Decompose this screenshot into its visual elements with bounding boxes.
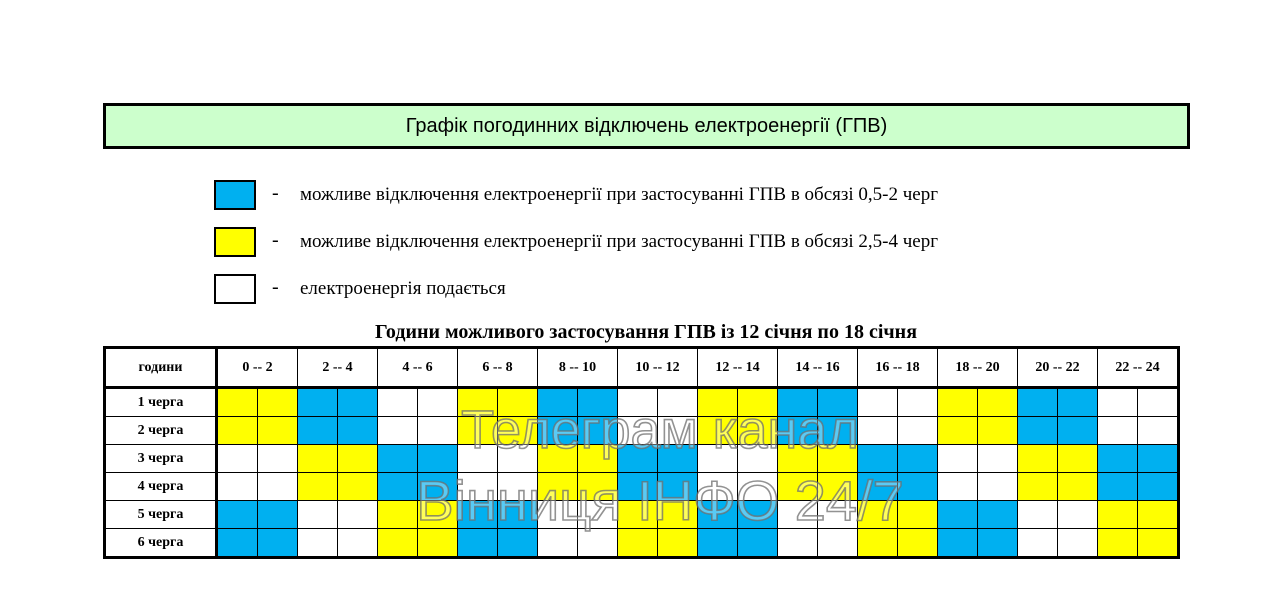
hour-cell <box>938 529 978 558</box>
hour-header: 20 -- 22 <box>1018 348 1098 388</box>
hour-cell <box>498 445 538 473</box>
hour-cell <box>938 417 978 445</box>
table-body <box>105 388 1179 558</box>
hour-cell <box>778 473 818 501</box>
hour-header: 12 -- 14 <box>698 348 778 388</box>
legend-dash: - <box>272 276 279 298</box>
hours-corner-label: години <box>105 348 217 388</box>
hour-cell <box>498 388 538 417</box>
hour-cell <box>698 529 738 558</box>
hour-cell <box>618 501 658 529</box>
hour-cell <box>738 388 778 417</box>
hour-cell <box>258 445 298 473</box>
hour-cell <box>698 445 738 473</box>
hour-cell <box>1018 529 1058 558</box>
table-row <box>105 388 1179 417</box>
hour-cell <box>1098 417 1138 445</box>
hour-cell <box>578 501 618 529</box>
hour-cell <box>818 529 858 558</box>
legend-swatch-blue <box>214 180 256 210</box>
hour-cell <box>538 529 578 558</box>
hour-cell <box>978 445 1018 473</box>
hour-cell <box>938 388 978 417</box>
hour-cell <box>338 529 378 558</box>
hour-cell <box>217 501 258 529</box>
legend-text-blue: можливе відключення електроенергії при застосуванні ГПВ в обсязі 0,5-2 черг <box>300 184 939 205</box>
hour-cell <box>538 417 578 445</box>
queue-label: 5 черга <box>105 501 217 529</box>
hour-cell <box>1058 445 1098 473</box>
hour-cell <box>898 388 938 417</box>
legend-row-blue <box>214 180 1114 210</box>
hour-cell <box>738 445 778 473</box>
hour-header: 4 -- 6 <box>378 348 458 388</box>
hour-cell <box>738 501 778 529</box>
hour-cell <box>698 501 738 529</box>
hour-cell <box>618 388 658 417</box>
hour-cell <box>338 501 378 529</box>
hour-cell <box>738 417 778 445</box>
hour-cell <box>378 473 418 501</box>
hour-cell <box>338 445 378 473</box>
hour-cell <box>217 529 258 558</box>
hour-cell <box>778 529 818 558</box>
hour-cell <box>898 473 938 501</box>
hour-cell <box>658 501 698 529</box>
legend-text-white: електроенергія подається <box>300 278 506 299</box>
hour-cell <box>298 417 338 445</box>
legend-swatch-yellow <box>214 227 256 257</box>
table-header-row <box>105 348 1179 388</box>
hour-cell <box>1098 501 1138 529</box>
hour-cell <box>978 501 1018 529</box>
hour-cell <box>618 417 658 445</box>
hour-cell <box>818 388 858 417</box>
queue-label: 2 черга <box>105 417 217 445</box>
hour-cell <box>978 529 1018 558</box>
hour-cell <box>898 529 938 558</box>
hour-cell <box>658 529 698 558</box>
hour-header: 10 -- 12 <box>618 348 698 388</box>
hour-cell <box>698 417 738 445</box>
hour-cell <box>778 445 818 473</box>
hour-cell <box>418 417 458 445</box>
hour-cell <box>258 529 298 558</box>
hour-cell <box>1058 501 1098 529</box>
hour-cell <box>458 473 498 501</box>
hour-cell <box>1138 445 1179 473</box>
hour-cell <box>898 501 938 529</box>
watermark-line-1: Телеграм канал <box>461 400 859 460</box>
hour-cell <box>258 417 298 445</box>
hour-cell <box>418 473 458 501</box>
hour-cell <box>578 473 618 501</box>
hour-cell <box>1138 473 1179 501</box>
hour-cell <box>378 417 418 445</box>
hour-cell <box>858 473 898 501</box>
hour-header: 22 -- 24 <box>1098 348 1179 388</box>
hour-cell <box>738 473 778 501</box>
hour-cell <box>618 473 658 501</box>
hour-header: 8 -- 10 <box>538 348 618 388</box>
hour-cell <box>578 388 618 417</box>
hour-cell <box>217 388 258 417</box>
hour-cell <box>818 417 858 445</box>
outage-schedule-table <box>103 346 1180 559</box>
hour-cell <box>778 417 818 445</box>
legend-swatch-white <box>214 274 256 304</box>
hour-cell <box>1138 388 1179 417</box>
hour-cell <box>1018 473 1058 501</box>
hour-cell <box>458 501 498 529</box>
table-row <box>105 417 1179 445</box>
hour-cell <box>1138 501 1179 529</box>
hour-cell <box>618 529 658 558</box>
table-row <box>105 501 1179 529</box>
legend-dash: - <box>272 182 279 204</box>
hour-cell <box>418 388 458 417</box>
hour-cell <box>1018 501 1058 529</box>
hour-cell <box>978 473 1018 501</box>
hour-cell <box>938 473 978 501</box>
hour-header: 14 -- 16 <box>778 348 858 388</box>
queue-label: 4 черга <box>105 473 217 501</box>
hour-cell <box>458 529 498 558</box>
legend-row-yellow <box>214 227 1114 257</box>
hour-cell <box>217 417 258 445</box>
hour-cell <box>338 417 378 445</box>
queue-label: 1 черга <box>105 388 217 417</box>
schedule-title-bar <box>103 103 1190 149</box>
hour-cell <box>338 473 378 501</box>
hour-cell <box>618 445 658 473</box>
hour-cell <box>498 473 538 501</box>
hour-cell <box>658 417 698 445</box>
hour-cell <box>658 388 698 417</box>
hour-header: 0 -- 2 <box>217 348 298 388</box>
hour-cell <box>458 417 498 445</box>
hour-header: 16 -- 18 <box>858 348 938 388</box>
schedule-title: Графік погодинних відключень електроенергії (ГПВ) <box>405 114 888 137</box>
table-row <box>105 445 1179 473</box>
hour-cell <box>498 529 538 558</box>
hour-cell <box>938 501 978 529</box>
hour-cell <box>898 445 938 473</box>
hour-cell <box>1138 417 1179 445</box>
hour-cell <box>658 473 698 501</box>
hour-cell <box>858 529 898 558</box>
hour-cell <box>217 445 258 473</box>
hour-cell <box>298 529 338 558</box>
hour-cell <box>578 417 618 445</box>
hour-cell <box>858 501 898 529</box>
legend-text-yellow: можливе відключення електроенергії при застосуванні ГПВ в обсязі 2,5-4 черг <box>300 231 939 252</box>
hour-cell <box>578 529 618 558</box>
hour-cell <box>378 529 418 558</box>
hour-cell <box>1098 529 1138 558</box>
hour-cell <box>298 473 338 501</box>
hour-cell <box>818 473 858 501</box>
hour-cell <box>698 388 738 417</box>
queue-label: 3 черга <box>105 445 217 473</box>
table-row <box>105 529 1179 558</box>
hour-cell <box>498 501 538 529</box>
watermark-line-2: Вінниця ІНФО 24/7 <box>416 469 904 532</box>
hour-cell <box>1098 473 1138 501</box>
hour-cell <box>738 529 778 558</box>
hour-cell <box>858 388 898 417</box>
hour-cell <box>298 501 338 529</box>
queue-label: 6 черга <box>105 529 217 558</box>
hour-cell <box>1098 388 1138 417</box>
hour-cell <box>818 445 858 473</box>
hour-cell <box>1098 445 1138 473</box>
hour-cell <box>658 445 698 473</box>
hour-cell <box>818 501 858 529</box>
hour-cell <box>538 388 578 417</box>
hour-cell <box>418 445 458 473</box>
hour-cell <box>1018 445 1058 473</box>
legend-dash: - <box>272 229 279 251</box>
hour-cell <box>538 445 578 473</box>
hour-cell <box>1058 417 1098 445</box>
hour-cell <box>378 388 418 417</box>
hour-header: 2 -- 4 <box>298 348 378 388</box>
hour-cell <box>298 388 338 417</box>
hour-header: 6 -- 8 <box>458 348 538 388</box>
hour-cell <box>538 473 578 501</box>
hour-cell <box>1018 417 1058 445</box>
hour-cell <box>578 445 618 473</box>
hour-cell <box>458 388 498 417</box>
hour-cell <box>498 417 538 445</box>
hour-cell <box>938 445 978 473</box>
hour-cell <box>1058 473 1098 501</box>
legend-row-white <box>214 274 1114 304</box>
table-row <box>105 473 1179 501</box>
hour-cell <box>378 501 418 529</box>
hour-cell <box>1058 388 1098 417</box>
hour-cell <box>258 501 298 529</box>
hour-cell <box>858 417 898 445</box>
hour-cell <box>458 445 498 473</box>
hour-cell <box>1138 529 1179 558</box>
hour-cell <box>1058 529 1098 558</box>
hour-cell <box>258 388 298 417</box>
hour-header: 18 -- 20 <box>938 348 1018 388</box>
hour-cell <box>378 445 418 473</box>
hour-cell <box>778 501 818 529</box>
table-title: Години можливого застосування ГПВ із 12 січня по 18 січня <box>374 321 918 343</box>
hour-cell <box>978 417 1018 445</box>
hour-cell <box>418 529 458 558</box>
hour-cell <box>898 417 938 445</box>
hour-cell <box>258 473 298 501</box>
hour-cell <box>698 473 738 501</box>
hour-cell <box>858 445 898 473</box>
hour-cell <box>778 388 818 417</box>
hour-cell <box>1018 388 1058 417</box>
hour-cell <box>217 473 258 501</box>
hour-cell <box>418 501 458 529</box>
hour-cell <box>298 445 338 473</box>
hour-cell <box>338 388 378 417</box>
hour-cell <box>538 501 578 529</box>
hour-cell <box>978 388 1018 417</box>
